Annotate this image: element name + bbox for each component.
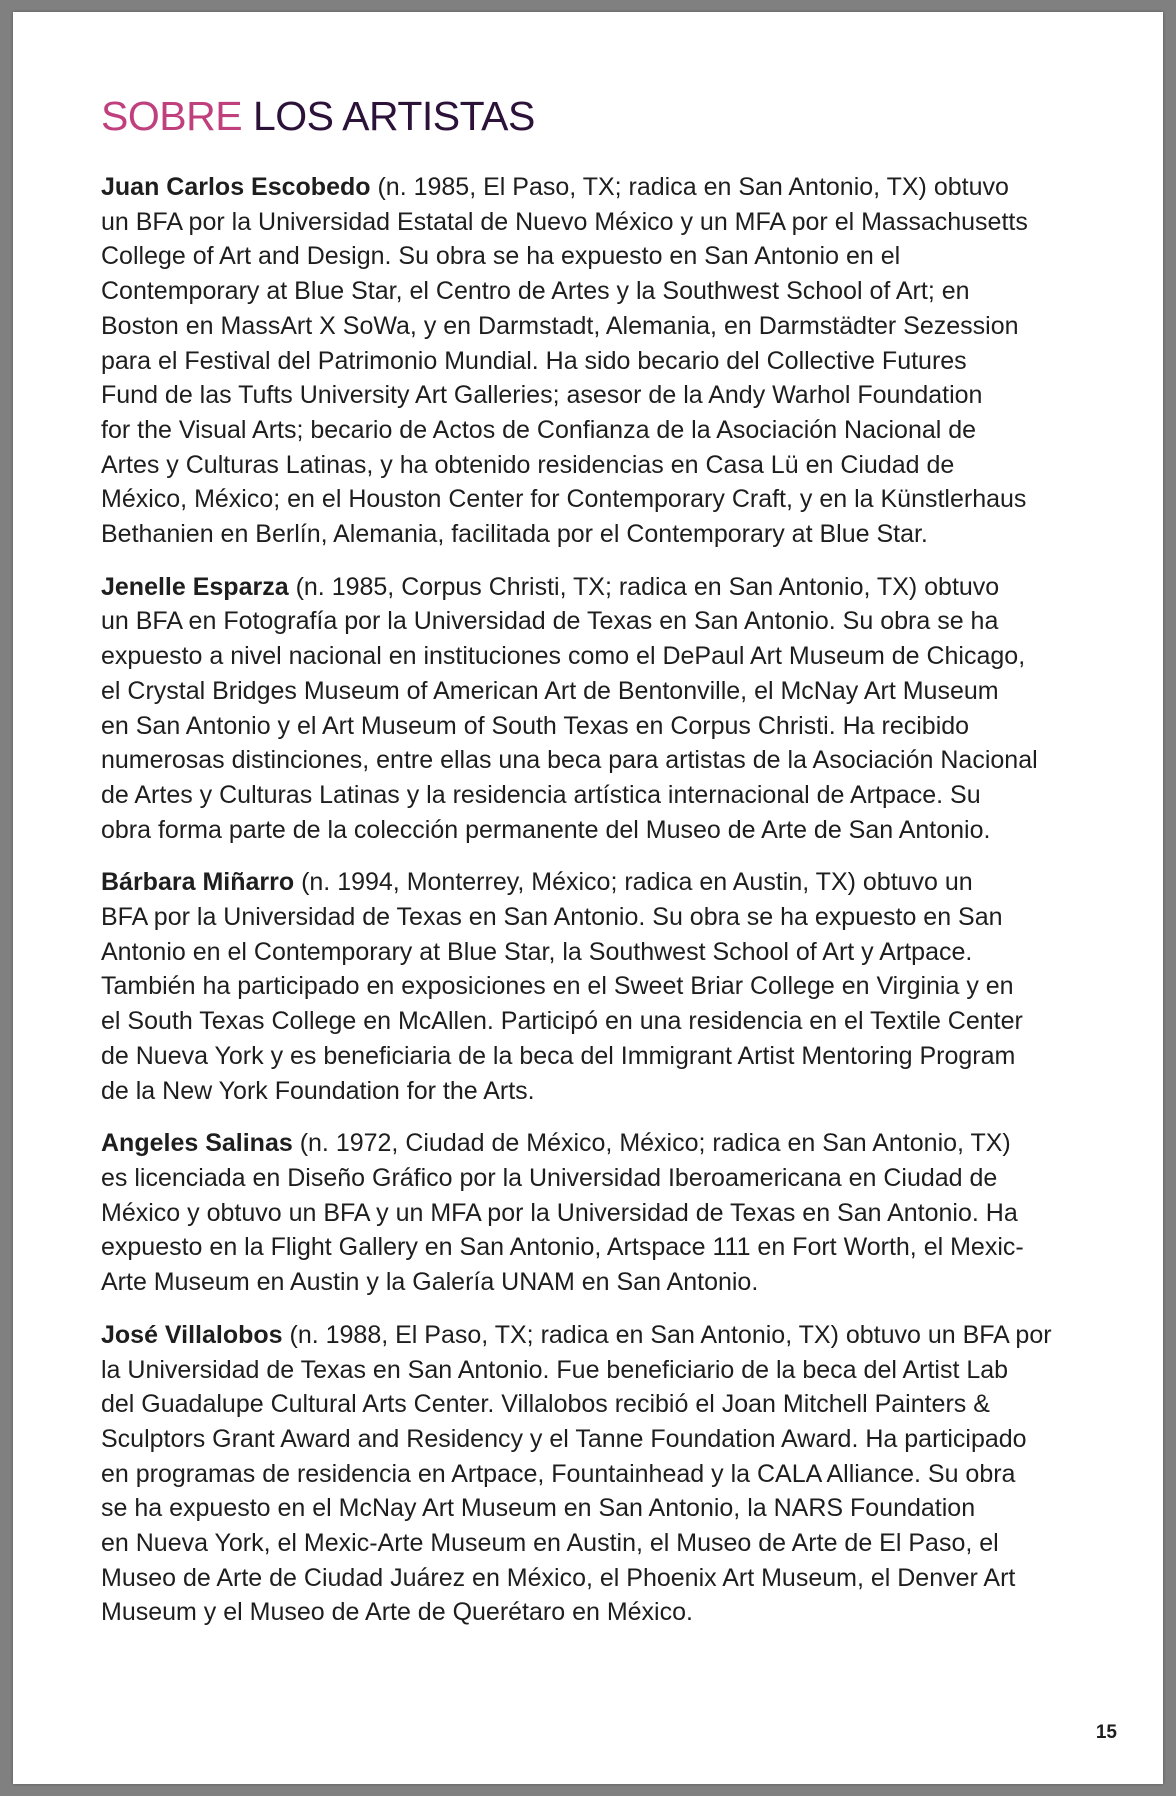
page-number: 15 xyxy=(1095,1722,1117,1743)
bio-line: un BFA en Fotografía por la Universidad de Texas en San Antonio. Su obra se ha xyxy=(101,607,999,636)
bio-text: (n. 1985, El Paso, TX; radica en San Antonio, TX) obtuvo xyxy=(370,173,1009,201)
title-part-los-artistas: LOS ARTISTAS xyxy=(252,93,535,139)
bio-line xyxy=(101,1126,1111,1161)
bio-line: para el Festival del Patrimonio Mundial. Ha sido becario del Collective Futures xyxy=(101,346,967,375)
bio-line: obra forma parte de la colección permanente del Museo de Arte de San Antonio. xyxy=(101,815,991,844)
bio-line: Antonio en el Contemporary at Blue Star, la Southwest School of Art y Artpace. xyxy=(101,937,973,966)
bio-line: Bethanien en Berlín, Alemania, facilitada por el Contemporary at Blue Star. xyxy=(101,520,928,549)
bio-line: Artes y Culturas Latinas, y ha obtenido residencias en Casa Lü en Ciudad de xyxy=(101,450,955,479)
artist-name: Angeles Salinas xyxy=(101,1129,293,1158)
artist-bio-villalobos xyxy=(101,1318,1111,1630)
bio-line: También ha participado en exposiciones en el Sweet Briar College en Virginia y en xyxy=(101,972,1014,1001)
bio-line: México y obtuvo un BFA y un MFA por la Universidad de Texas en San Antonio. Ha xyxy=(101,1198,1018,1227)
bio-line: de Artes y Culturas Latinas y la residencia artística internacional de Artpace. Su xyxy=(101,780,981,809)
bio-line: Boston en MassArt X SoWa, y en Darmstadt, Alemania, en Darmstädter Sezession xyxy=(101,311,1019,340)
artist-bio-minarro xyxy=(101,865,1111,1108)
page-title xyxy=(101,93,535,139)
bio-line: BFA por la Universidad de Texas en San Antonio. Su obra se ha expuesto en San xyxy=(101,903,1003,932)
bio-line: Contemporary at Blue Star, el Centro de Artes y la Southwest School of Art; en xyxy=(101,277,970,306)
artist-bio-esparza xyxy=(101,570,1111,848)
bio-line: es licenciada en Diseño Gráfico por la Universidad Iberoamericana en Ciudad de xyxy=(101,1163,998,1192)
bio-line: Museum y el Museo de Arte de Querétaro en México. xyxy=(101,1598,693,1627)
bio-text: (n. 1988, El Paso, TX; radica en San Antonio, TX) obtuvo un BFA por xyxy=(282,1320,1052,1349)
artist-name: Juan Carlos Escobedo xyxy=(101,173,371,201)
bio-text: (n. 1985, Corpus Christi, TX; radica en San Antonio, TX) obtuvo xyxy=(288,572,1000,601)
bio-line: en Nueva York, el Mexic-Arte Museum en Austin, el Museo de Arte de El Paso, el xyxy=(101,1529,999,1558)
bio-line xyxy=(101,865,1111,900)
bio-line: el South Texas College en McAllen. Participó en una residencia en el Textile Center xyxy=(101,1007,1023,1036)
bio-line: del Guadalupe Cultural Arts Center. Villalobos recibió el Joan Mitchell Painters & xyxy=(101,1390,990,1419)
artist-name: José Villalobos xyxy=(101,1320,283,1349)
artist-bios xyxy=(101,170,1111,1648)
bio-line: for the Visual Arts; becario de Actos de Confianza de la Asociación Nacional de xyxy=(101,415,977,444)
title-part-sobre: SOBRE xyxy=(101,93,243,139)
bio-line: la Universidad de Texas en San Antonio. Fue beneficiario de la beca del Artist Lab xyxy=(101,1355,1009,1384)
bio-text: (n. 1994, Monterrey, México; radica en Austin, TX) obtuvo un xyxy=(294,868,973,897)
bio-line: se ha expuesto en el McNay Art Museum en San Antonio, la NARS Foundation xyxy=(101,1494,976,1523)
document-page xyxy=(13,12,1163,1784)
bio-line: en programas de residencia en Artpace, Fountainhead y la CALA Alliance. Su obra xyxy=(101,1459,1016,1488)
bio-line: expuesto en la Flight Gallery en San Antonio, Artspace 111 en Fort Worth, el Mexic- xyxy=(101,1233,1024,1262)
bio-line: College of Art and Design. Su obra se ha expuesto en San Antonio en el xyxy=(101,242,901,271)
bio-line xyxy=(101,1318,1111,1353)
bio-line: Museo de Arte de Ciudad Juárez en México, el Phoenix Art Museum, el Denver Art xyxy=(101,1563,1016,1592)
bio-line: Fund de las Tufts University Art Galleries; asesor de la Andy Warhol Foundation xyxy=(101,381,983,410)
bio-text: (n. 1972, Ciudad de México, México; radica en San Antonio, TX) xyxy=(292,1129,1011,1158)
bio-line: numerosas distinciones, entre ellas una beca para artistas de la Asociación Nacional xyxy=(101,746,1038,775)
bio-line: un BFA por la Universidad Estatal de Nuevo México y un MFA por el Massachusetts xyxy=(101,207,1028,236)
bio-line: de Nueva York y es beneficiaria de la beca del Immigrant Artist Mentoring Program xyxy=(101,1041,1016,1070)
bio-line xyxy=(101,170,1111,205)
bio-line: de la New York Foundation for the Arts. xyxy=(101,1076,535,1105)
bio-line: Sculptors Grant Award and Residency y el Tanne Foundation Award. Ha participado xyxy=(101,1424,1027,1453)
bio-line: México, México; en el Houston Center for Contemporary Craft, y en la Künstlerhaus xyxy=(101,485,1027,514)
bio-line: el Crystal Bridges Museum of American Art de Bentonville, el McNay Art Museum xyxy=(101,676,999,705)
bio-line: Arte Museum en Austin y la Galería UNAM en San Antonio. xyxy=(101,1268,759,1297)
artist-name: Bárbara Miñarro xyxy=(101,868,295,897)
artist-name: Jenelle Esparza xyxy=(101,572,289,601)
artist-bio-escobedo xyxy=(101,170,1111,552)
bio-line: expuesto a nivel nacional en instituciones como el DePaul Art Museum de Chicago, xyxy=(101,642,1026,671)
artist-bio-salinas xyxy=(101,1126,1111,1300)
bio-line: en San Antonio y el Art Museum of South Texas en Corpus Christi. Ha recibido xyxy=(101,711,970,740)
bio-line xyxy=(101,570,1111,605)
